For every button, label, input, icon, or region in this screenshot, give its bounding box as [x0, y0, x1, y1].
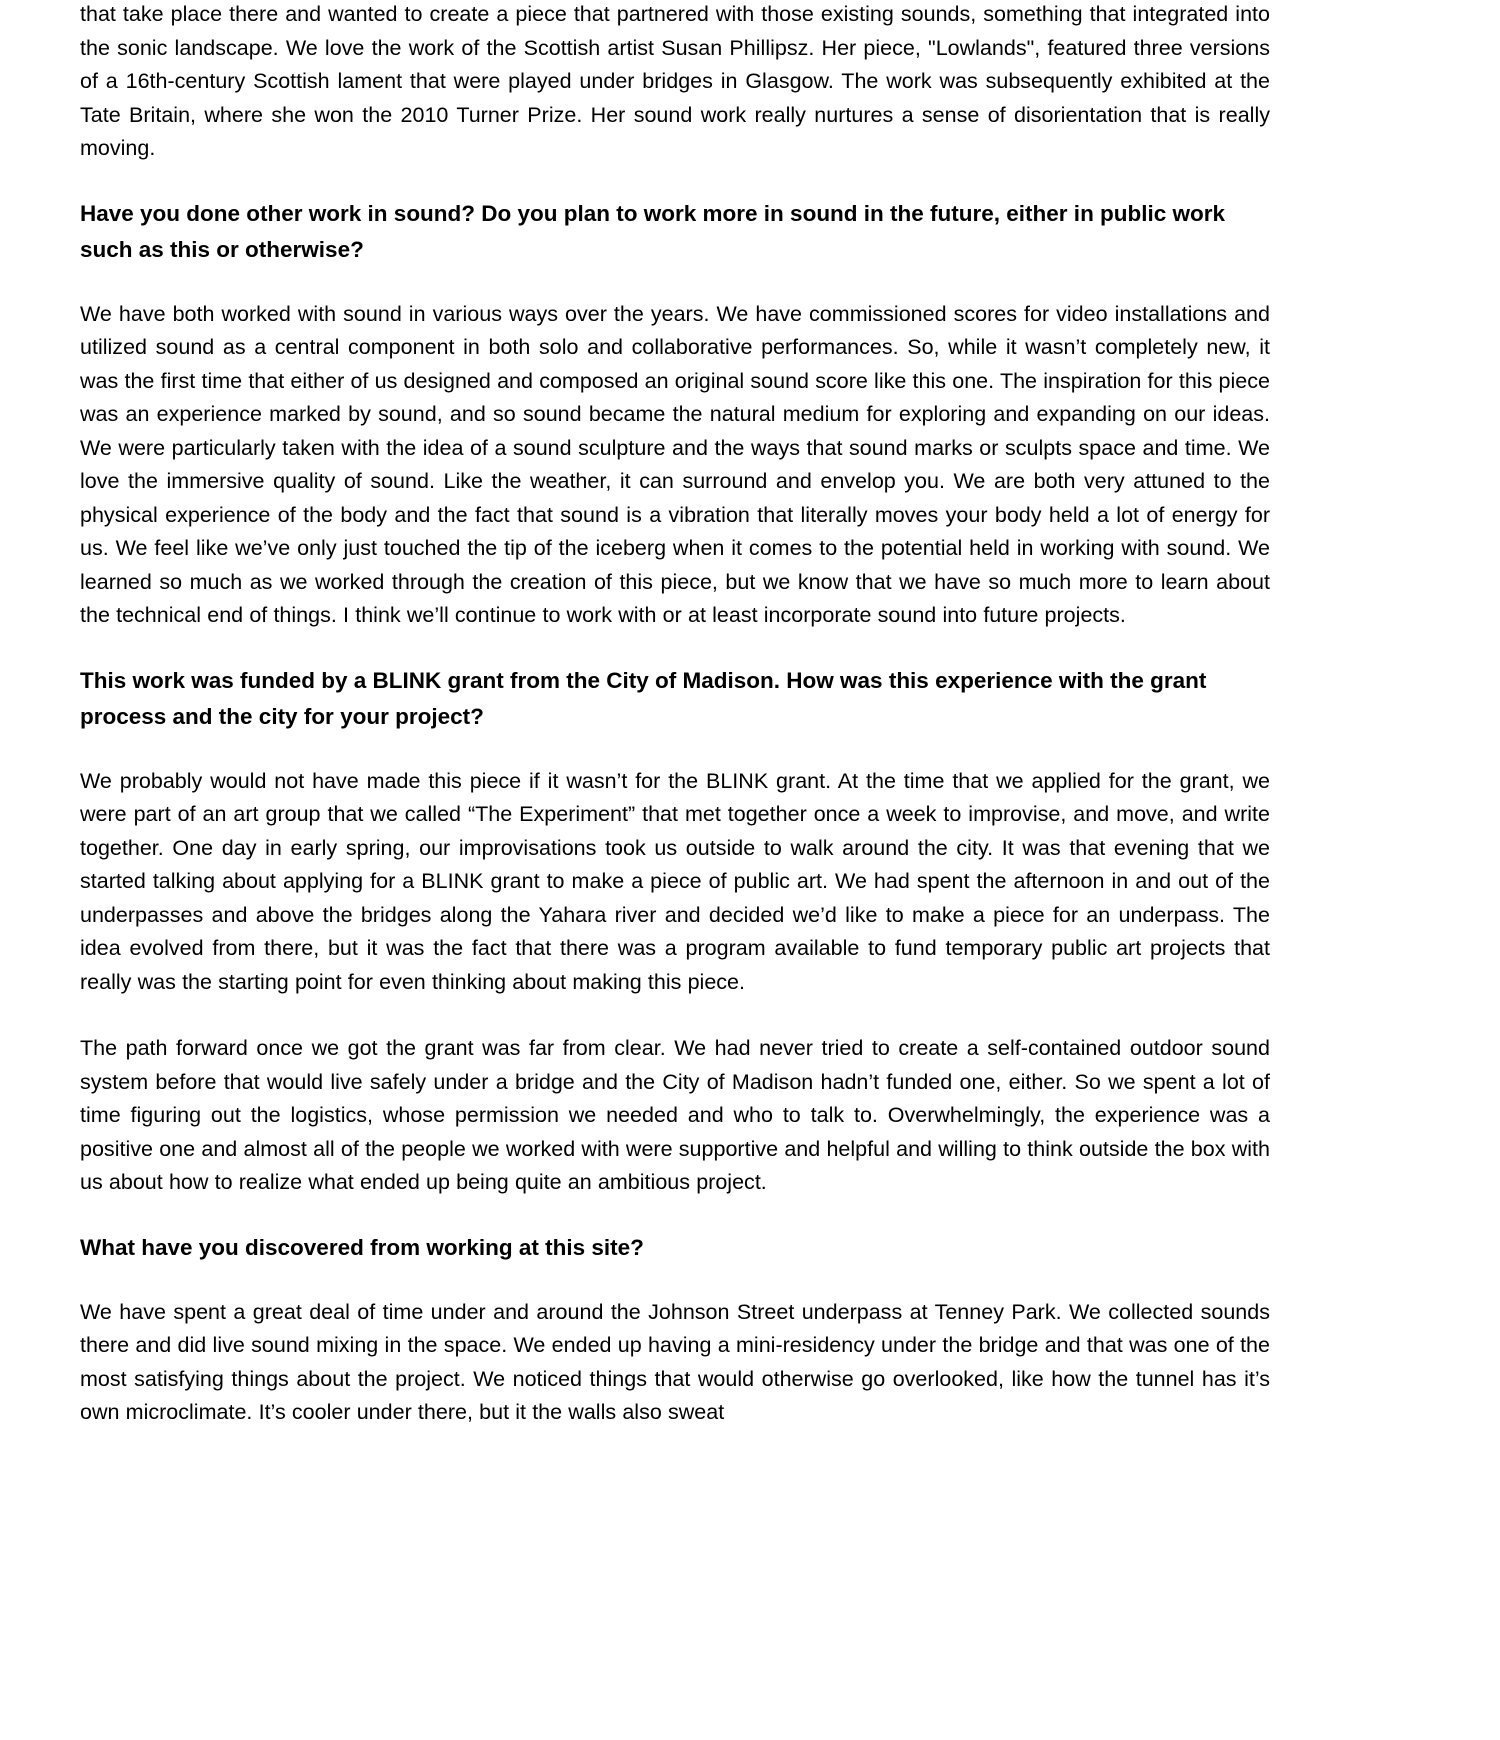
- spacer: [80, 633, 1270, 663]
- spacer: [80, 166, 1270, 196]
- question-blink-grant-process: This work was funded by a BLINK grant from the City of Madison. How was this experience with the grant process and the city for your project?: [80, 667, 1207, 729]
- answer-blink-grant-origin: We probably would not have made this piece if it wasn’t for the BLINK grant. At the time that we applied for the grant, we were part of an art group that we called “The Experiment” that met together once a week to improvise, and move, and write together. One day in early spring, our improvisations took us outside to walk around the city. It was that evening that we started talking about applying for a BLINK grant to make a piece of public art. We had spent the afternoon in and out of the underpasses and above the bridges along the Yahara river and decided we’d like to make a piece for an underpass. The idea evolved from there, but it was the fact that there was a program available to fund temporary public art projects that really was the starting point for even thinking about making this piece.: [80, 768, 1270, 994]
- document-body: [80, 0, 1270, 1430]
- spacer: [80, 999, 1270, 1032]
- answer-blink-grant-logistics: The path forward once we got the grant was far from clear. We had never tried to create a self-contained outdoor sound system before that would live safely under a bridge and the City of Madison hadn’t funded one, either. So we spent a lot of time figuring out the logistics, whose permission we needed and who to talk to. Overwhelmingly, the experience was a positive one and almost all of the people we worked with were supportive and helpful and willing to think outside the box with us about how to realize what ended up being quite an ambitious project.: [80, 1036, 1270, 1194]
- spacer: [80, 735, 1270, 765]
- answer-discovered-from-site: We have spent a great deal of time under and around the Johnson Street underpass at Tenney Park. We collected sounds there and did live sound mixing in the space. We ended up having a mini-residency under the bridge and that was one of the most satisfying things about the project. We noticed things that would otherwise go overlooked, like how the tunnel has it’s own microclimate. It’s cooler under there, but it the walls also sweat: [80, 1299, 1270, 1424]
- paragraph-lowlands-susan-phillipsz: that take place there and wanted to create a piece that partnered with those existing sounds, something that integrated into the sonic landscape. We love the work of the Scottish artist Susan Phillipsz. Her piece, "Lowlands", featured three versions of a 16th-century Scottish lament that were played under bridges in Glasgow. The work was subsequently exhibited at the Tate Britain, where she won the 2010 Turner Prize. Her sound work really nurtures a sense of disorientation that is really moving.: [80, 2, 1270, 160]
- question-discovered-from-site: What have you discovered from working at this site?: [80, 1234, 644, 1260]
- spacer: [80, 268, 1270, 298]
- question-other-work-in-sound: Have you done other work in sound? Do you plan to work more in sound in the future, either in public work such as this or otherwise?: [80, 200, 1226, 262]
- spacer: [80, 1266, 1270, 1296]
- spacer: [80, 1200, 1270, 1230]
- answer-other-work-in-sound: We have both worked with sound in various ways over the years. We have commissioned scores for video installations and utilized sound as a central component in both solo and collaborative performances. So, while it wasn’t completely new, it was the first time that either of us designed and composed an original sound score like this one. The inspiration for this piece was an experience marked by sound, and so sound became the natural medium for exploring and expanding on our ideas. We were particularly taken with the idea of a sound sculpture and the ways that sound marks or sculpts space and time. We love the immersive quality of sound. Like the weather, it can surround and envelop you. We are both very attuned to the physical experience of the body and the fact that sound is a vibration that literally moves your body held a lot of energy for us. We feel like we’ve only just touched the tip of the iceberg when it comes to the potential held in working with sound. We learned so much as we worked through the creation of this piece, but we know that we have so much more to learn about the technical end of things. I think we’ll continue to work with or at least incorporate sound into future projects.: [80, 301, 1270, 627]
